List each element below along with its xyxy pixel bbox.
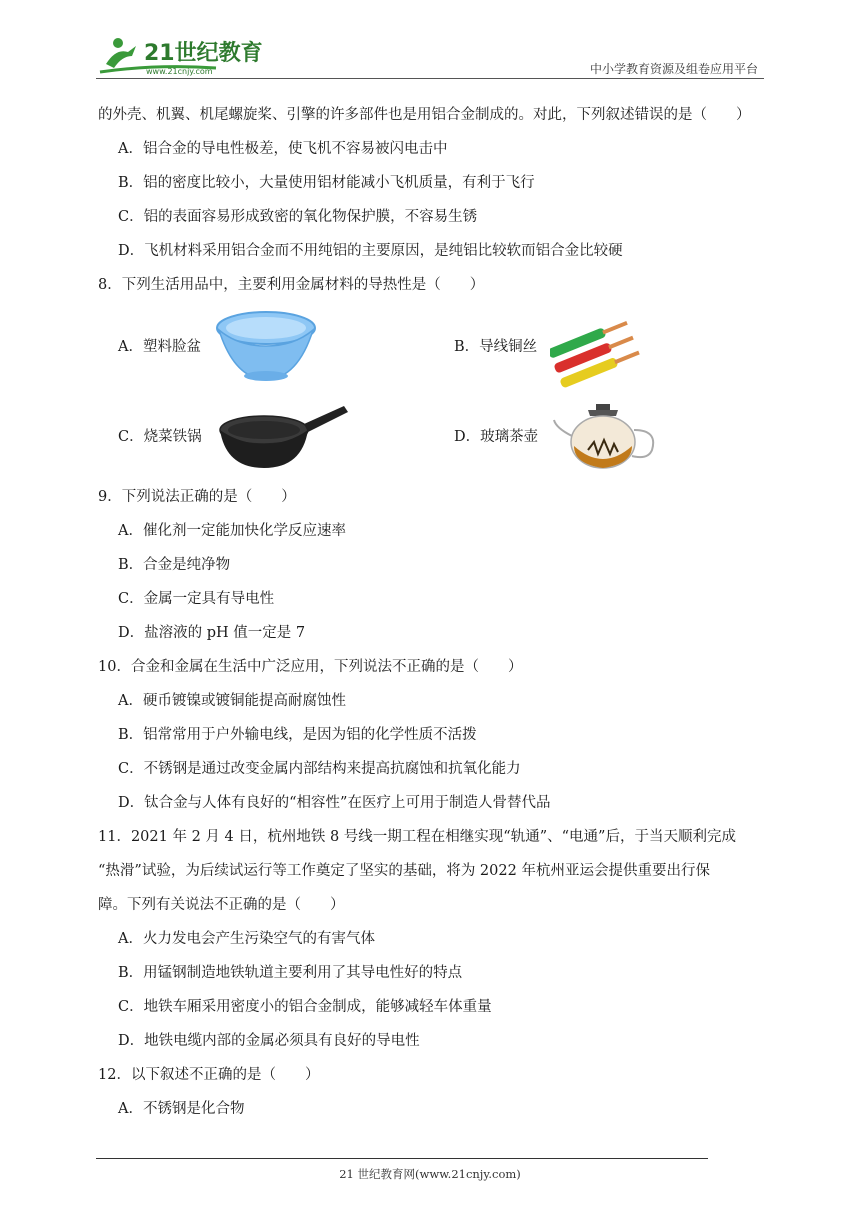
q11-option-a: A．火力发电会产生污染空气的有害气体 — [118, 931, 375, 947]
q7-option-b: B．铝的密度比较小，大量使用铝材能减小飞机质量，有利于飞行 — [118, 175, 535, 191]
platform-name: 中小学教育资源及组卷应用平台 — [589, 62, 758, 76]
iron-wok-image — [218, 402, 352, 472]
q10-option-b: B．铝常常用于户外输电线，是因为铝的化学性质不活拨 — [118, 727, 477, 743]
footer-text: 21 世纪教育网(www.21cnjy.com) — [339, 1167, 521, 1181]
question-11-line-1: 11．2021 年 2 月 4 日，杭州地铁 8 号线一期工程在相继实现“轨通”、“电通”后，于当天顺利完成 — [98, 829, 736, 845]
site-logo — [96, 34, 266, 78]
q8-option-a: A．塑料脸盆 — [118, 339, 201, 355]
q7-option-c: C．铝的表面容易形成致密的氧化物保护膜，不容易生锈 — [118, 209, 478, 225]
q10-option-a: A．硬币镀镍或镀铜能提高耐腐蚀性 — [118, 693, 346, 709]
q10-option-d: D．钛合金与人体有良好的“相容性”在医疗上可用于制造人骨替代品 — [118, 795, 551, 811]
q9-option-d: D．盐溶液的 pH 值一定是 7 — [118, 625, 306, 641]
q10-option-c: C．不锈钢是通过改变金属内部结构来提高抗腐蚀和抗氧化能力 — [118, 761, 521, 777]
question-10: 10．合金和金属在生活中广泛应用，下列说法不正确的是（ ） — [98, 659, 523, 675]
plastic-basin-image — [214, 308, 318, 384]
q9-option-b: B．合金是纯净物 — [118, 557, 231, 573]
page-header — [96, 34, 764, 78]
question-7-tail: 的外壳、机翼、机尾螺旋桨、引擎的许多部件也是用铝合金制成的。对此，下列叙述错误的是（ ） — [98, 107, 751, 123]
copper-wire-image — [550, 318, 640, 388]
q9-option-c: C．金属一定具有导电性 — [118, 591, 275, 607]
q7-option-d: D．飞机材料采用铝合金而不用纯铝的主要原因，是纯铝比较软而铝合金比较硬 — [118, 243, 623, 259]
q8-option-c: C．烧菜铁锅 — [118, 429, 202, 445]
footer-divider — [96, 1158, 708, 1159]
q8-option-b: B．导线铜丝 — [454, 339, 538, 355]
question-8: 8．下列生活用品中，主要利用金属材料的导热性是（ ） — [98, 277, 485, 293]
q11-option-b: B．用锰钢制造地铁轨道主要利用了其导电性好的特点 — [118, 965, 463, 981]
question-12: 12．以下叙述不正确的是（ ） — [98, 1067, 320, 1083]
q8-option-d: D．玻璃茶壶 — [454, 429, 539, 445]
q12-option-a: A．不锈钢是化合物 — [118, 1101, 245, 1117]
header-divider — [96, 78, 764, 79]
svg-text:21世纪教育: 21世纪教育 — [144, 41, 263, 66]
svg-text:www.21cnjy.com: www.21cnjy.com — [146, 67, 213, 76]
glass-teapot-image — [552, 402, 664, 472]
question-9: 9．下列说法正确的是（ ） — [98, 489, 296, 505]
q11-option-c: C．地铁车厢采用密度小的铝合金制成，能够减轻车体重量 — [118, 999, 492, 1015]
question-11-line-2: “热滑”试验，为后续试运行等工作奠定了坚实的基础，将为 2022 年杭州亚运会提供重要出行保 — [98, 863, 710, 879]
q9-option-a: A．催化剂一定能加快化学反应速率 — [118, 523, 346, 539]
question-11-line-3: 障。下列有关说法不正确的是（ ） — [98, 897, 345, 913]
q11-option-d: D．地铁电缆内部的金属必须具有良好的导电性 — [118, 1033, 420, 1049]
q7-option-a: A．铝合金的导电性极差，使飞机不容易被闪电击中 — [118, 141, 448, 157]
